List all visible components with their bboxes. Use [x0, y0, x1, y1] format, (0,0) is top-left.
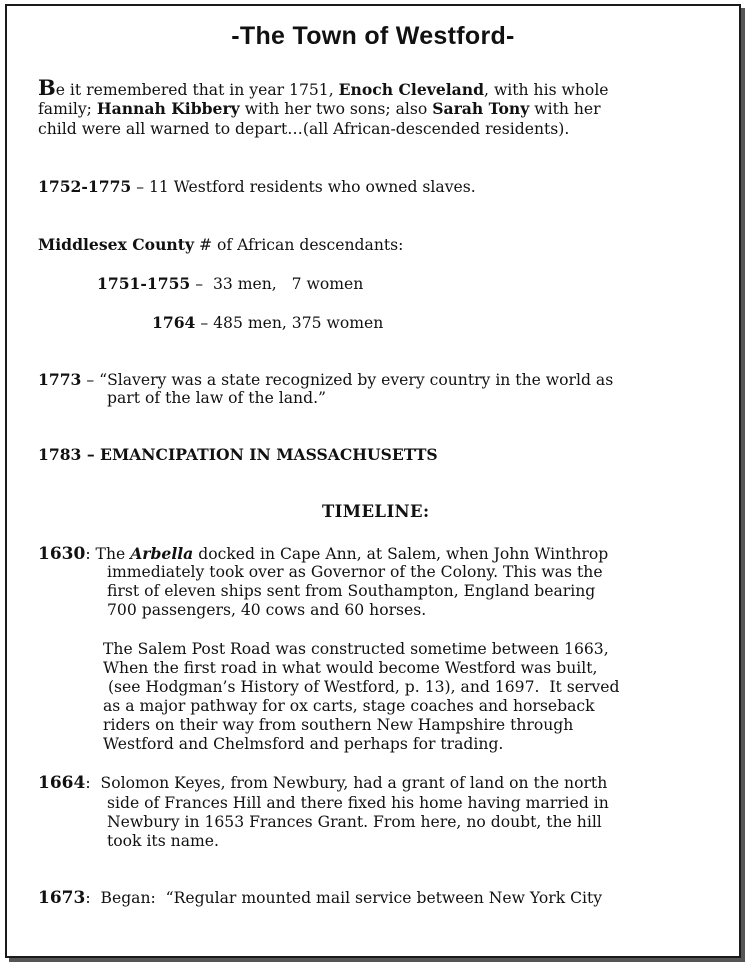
- postroad-line-4: as a major pathway for ox carts, stage coaches and horseback: [103, 697, 595, 715]
- slavery-owners-line: 1752-1775 – 11 Westford residents who owned slaves.: [38, 177, 476, 196]
- entry-1630-line-3: first of eleven ships sent from Southampton, England bearing: [107, 582, 596, 600]
- postroad-line-1: The Salem Post Road was constructed sometime between 1663,: [103, 640, 609, 658]
- entry-1664-line-2: side of Frances Hill and there fixed his home having married in: [107, 794, 609, 812]
- document-page: [5, 4, 741, 958]
- name-sarah-tony: Sarah Tony: [432, 99, 530, 118]
- drop-cap: B: [38, 75, 56, 100]
- intro-line-2: family; Hannah Kibbery with her two sons; also Sarah Tony with her: [38, 99, 601, 118]
- county-row-1751: 1751-1755 – 33 men, 7 women: [97, 274, 364, 293]
- page-title: -The Town of Westford-: [231, 22, 515, 50]
- name-hannah-kibbery: Hannah Kibbery: [96, 99, 240, 118]
- postroad-line-2: When the first road in what would become Westford was built,: [103, 659, 598, 677]
- intro-line-3: child were all warned to depart…(all African-descended residents).: [38, 120, 570, 138]
- emancipation-line: 1783 – EMANCIPATION IN MASSACHUSETTS: [38, 445, 438, 464]
- county-heading: Middlesex County # of African descendants:: [38, 235, 404, 254]
- intro-line-1: Be it remembered that in year 1751, Enoch Cleveland, with his whole: [38, 75, 609, 100]
- entry-1630-line-1: 1630: The Arbella docked in Cape Ann, at Salem, when John Winthrop: [38, 544, 609, 564]
- quote-1773-line-1: 1773 – “Slavery was a state recognized by every country in the world as: [38, 370, 614, 389]
- entry-1664-line-4: took its name.: [107, 832, 219, 850]
- county-row-1764: 1764 – 485 men, 375 women: [152, 313, 384, 332]
- postroad-line-3: (see Hodgman’s History of Westford, p. 13), and 1697. It served: [103, 678, 620, 696]
- quote-1773-line-2: part of the law of the land.”: [107, 389, 327, 407]
- name-enoch-cleveland: Enoch Cleveland: [338, 80, 485, 99]
- entry-1664-line-1: 1664: Solomon Keyes, from Newbury, had a grant of land on the north: [38, 773, 608, 793]
- entry-1664-line-3: Newbury in 1653 Frances Grant. From here, no doubt, the hill: [107, 813, 602, 831]
- entry-1673-line-1: 1673: Began: “Regular mounted mail service between New York City: [38, 888, 603, 908]
- entry-1630-line-4: 700 passengers, 40 cows and 60 horses.: [107, 601, 427, 619]
- postroad-line-6: Westford and Chelmsford and perhaps for trading.: [103, 735, 504, 753]
- timeline-heading: TIMELINE:: [322, 502, 430, 521]
- ship-name-arbella: Arbella: [130, 544, 194, 563]
- postroad-line-5: riders on their way from southern New Hampshire through: [103, 716, 574, 734]
- entry-1630-line-2: immediately took over as Governor of the Colony. This was the: [107, 563, 603, 581]
